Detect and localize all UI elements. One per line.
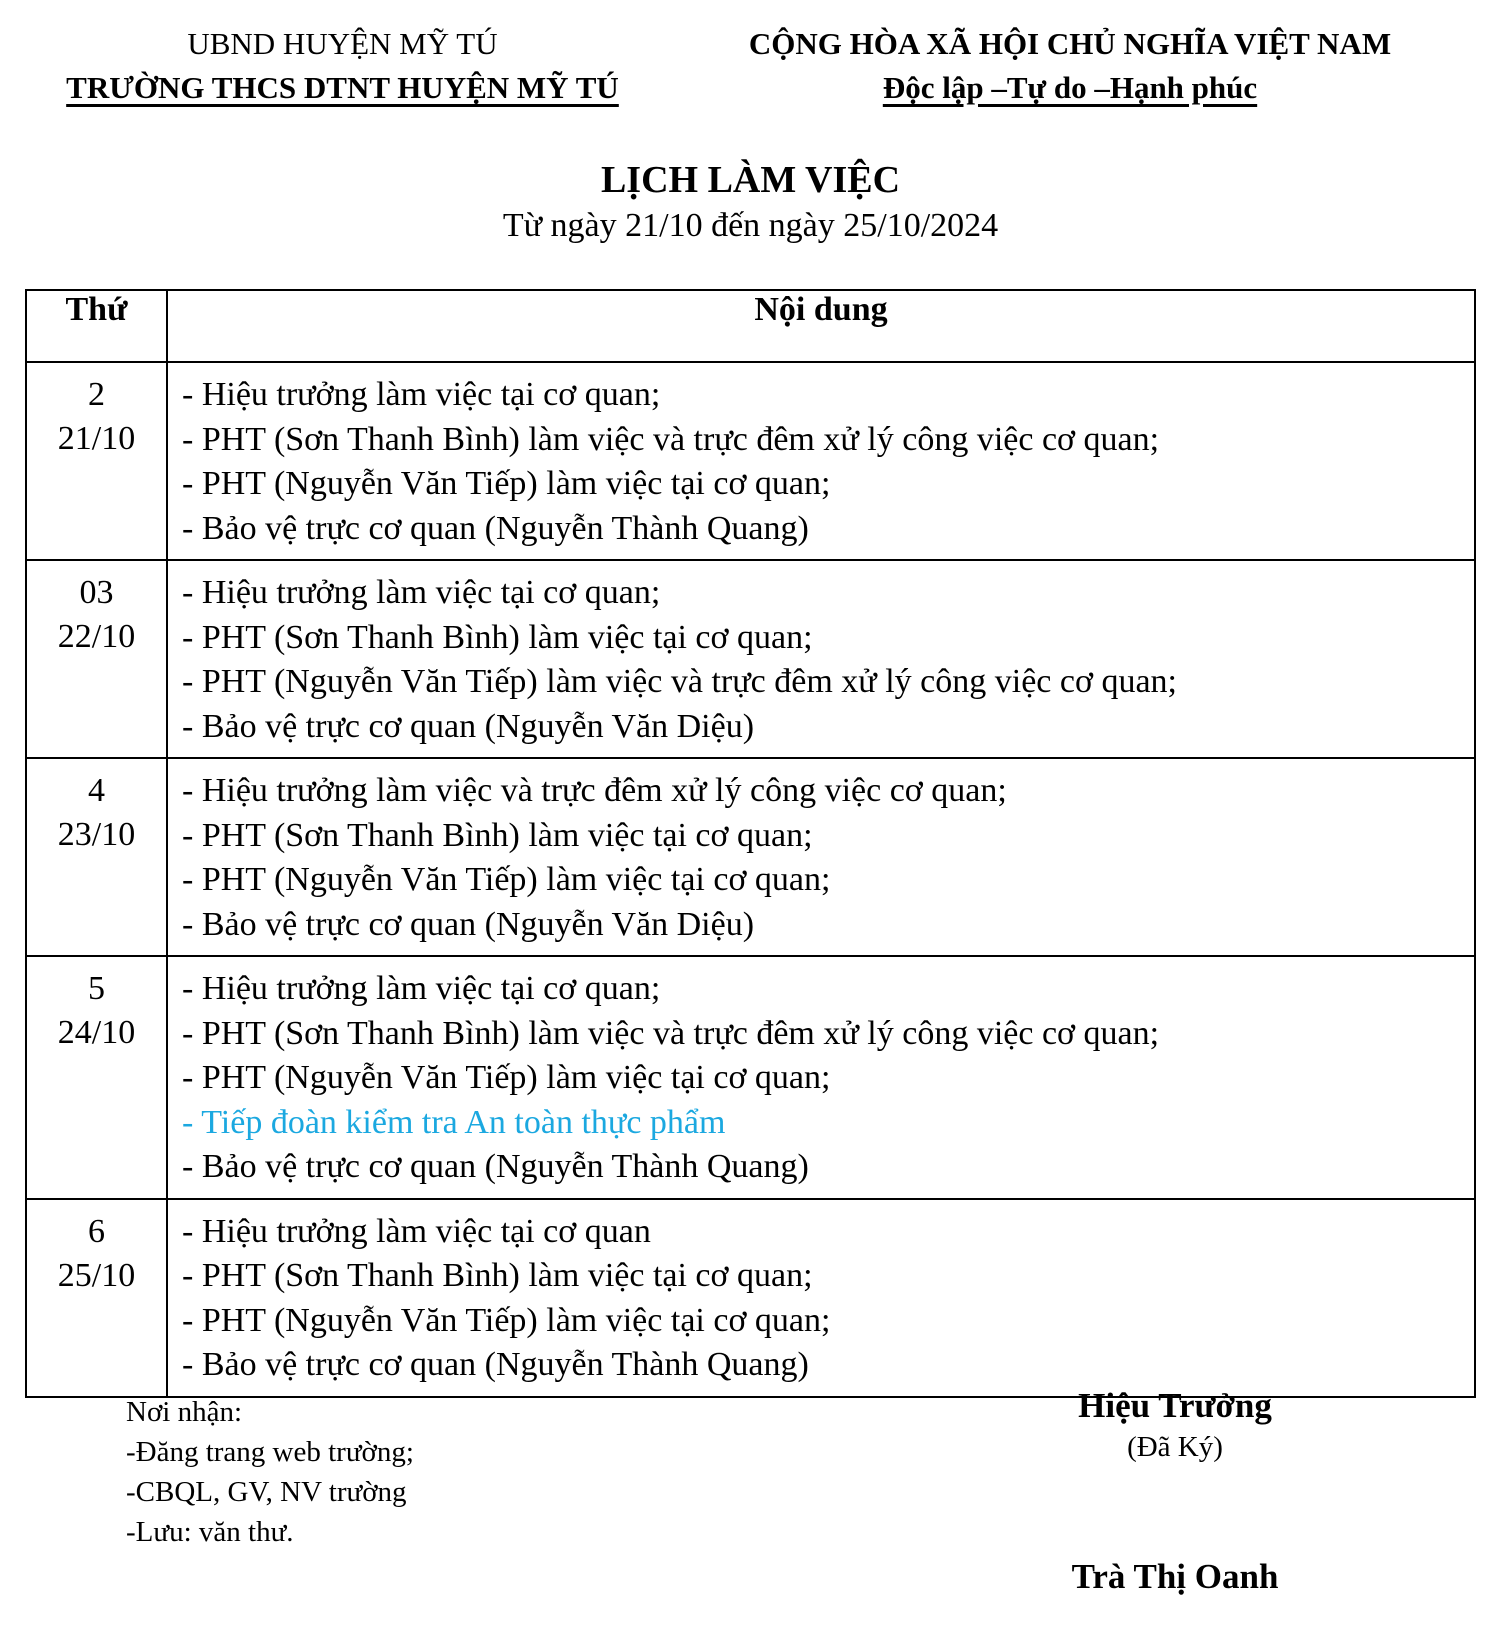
schedule-body: [26, 362, 1475, 1397]
day-cell: [26, 758, 167, 956]
schedule-item: - PHT (Nguyễn Văn Tiếp) làm việc tại cơ quan;: [182, 1301, 831, 1339]
national-header: [690, 22, 1450, 110]
date: 24/10: [57, 1014, 136, 1051]
schedule-item: - PHT (Nguyễn Văn Tiếp) làm việc tại cơ quan;: [182, 1059, 831, 1096]
weekday: 6: [88, 1212, 105, 1250]
weekday: 03: [79, 574, 114, 611]
recipients-label: Nơi nhận:: [126, 1396, 243, 1428]
column-header-content: Nội dung: [167, 290, 1475, 362]
schedule-item: - Bảo vệ trực cơ quan (Nguyễn Thành Quang): [182, 1346, 809, 1383]
date: 23/10: [57, 816, 136, 853]
schedule-item-highlight: - Tiếp đoàn kiểm tra An toàn thực phẩm: [182, 1103, 726, 1141]
weekday: 4: [88, 772, 105, 809]
schedule-item: - PHT (Sơn Thanh Bình) làm việc và trực đêm xử lý công việc cơ quan;: [182, 420, 1160, 458]
schedule-item: - PHT (Sơn Thanh Bình) làm việc và trực đêm xử lý công việc cơ quan;: [182, 1014, 1160, 1052]
issuer-header: [30, 22, 655, 110]
document-subtitle: Từ ngày 21/10 đến ngày 25/10/2024: [502, 207, 999, 244]
schedule-item: - PHT (Sơn Thanh Bình) làm việc tại cơ quan;: [182, 816, 813, 854]
schedule-item: - Bảo vệ trực cơ quan (Nguyễn Văn Diệu): [182, 707, 755, 745]
signer-name: Trà Thị Oanh: [1071, 1557, 1279, 1596]
column-header-day: Thứ: [26, 290, 167, 362]
schedule-item: - PHT (Sơn Thanh Bình) làm việc tại cơ quan;: [182, 618, 813, 656]
table-row: [26, 362, 1475, 560]
schedule-item: - Bảo vệ trực cơ quan (Nguyễn Thành Quang): [182, 1148, 809, 1185]
signature-block: [1030, 1384, 1320, 1466]
signature-note: (Đã Ký): [1127, 1431, 1223, 1463]
national-title: CỘNG HÒA XÃ HỘI CHỦ NGHĨA VIỆT NAM: [748, 26, 1392, 61]
schedule-item: - Hiệu trưởng làm việc và trực đêm xử lý công việc cơ quan;: [182, 772, 1007, 809]
document-title-block: [0, 156, 1501, 248]
national-motto: Độc lập –Tự do –Hạnh phúc: [882, 70, 1258, 105]
recipient-item: -Lưu: văn thư.: [126, 1516, 294, 1548]
date: 21/10: [57, 420, 136, 457]
issuer-school: [30, 66, 655, 110]
signature-title: Hiệu Trưởng: [1078, 1386, 1272, 1425]
date: 22/10: [57, 618, 136, 655]
weekday: 5: [88, 970, 105, 1007]
day-cell: [26, 560, 167, 758]
content-cell: [167, 1199, 1475, 1397]
content-cell: [167, 956, 1475, 1199]
date: 25/10: [57, 1256, 136, 1294]
schedule-item: - PHT (Sơn Thanh Bình) làm việc tại cơ quan;: [182, 1257, 813, 1294]
document-title: LỊCH LÀM VIỆC: [600, 159, 901, 201]
content-cell: [167, 560, 1475, 758]
issuer-department: UBND HUYỆN MỸ TÚ: [187, 26, 498, 61]
schedule-item: - Hiệu trưởng làm việc tại cơ quan;: [182, 376, 661, 413]
schedule-item: - PHT (Nguyễn Văn Tiếp) làm việc và trực đêm xử lý công việc cơ quan;: [182, 663, 1177, 700]
schedule-item: - Hiệu trưởng làm việc tại cơ quan: [182, 1212, 651, 1250]
schedule-item: - Bảo vệ trực cơ quan (Nguyễn Văn Diệu): [182, 905, 755, 943]
weekday: 2: [88, 376, 105, 413]
schedule-item: - Bảo vệ trực cơ quan (Nguyễn Thành Quang): [182, 509, 809, 547]
recipient-item: -CBQL, GV, NV trường: [126, 1476, 407, 1508]
national-motto-wrap: [690, 66, 1450, 110]
table-row: [26, 956, 1475, 1199]
schedule-item: - Hiệu trưởng làm việc tại cơ quan;: [182, 970, 661, 1007]
content-cell: [167, 758, 1475, 956]
issuer-school-name: TRƯỜNG THCS DTNT HUYỆN MỸ TÚ: [66, 70, 619, 105]
schedule-item: - Hiệu trưởng làm việc tại cơ quan;: [182, 574, 661, 611]
schedule-item: - PHT (Nguyễn Văn Tiếp) làm việc tại cơ quan;: [182, 861, 831, 898]
table-row: [26, 560, 1475, 758]
day-cell: [26, 956, 167, 1199]
day-cell: [26, 1199, 167, 1397]
schedule-item: - PHT (Nguyễn Văn Tiếp) làm việc tại cơ quan;: [182, 465, 831, 502]
content-cell: [167, 362, 1475, 560]
table-row: [26, 1199, 1475, 1397]
table-row: [26, 758, 1475, 956]
recipients: [126, 1392, 414, 1552]
schedule-table: [25, 289, 1476, 1398]
day-cell: [26, 362, 167, 560]
recipient-item: -Đăng trang web trường;: [126, 1436, 414, 1468]
table-header-row: [26, 290, 1475, 362]
